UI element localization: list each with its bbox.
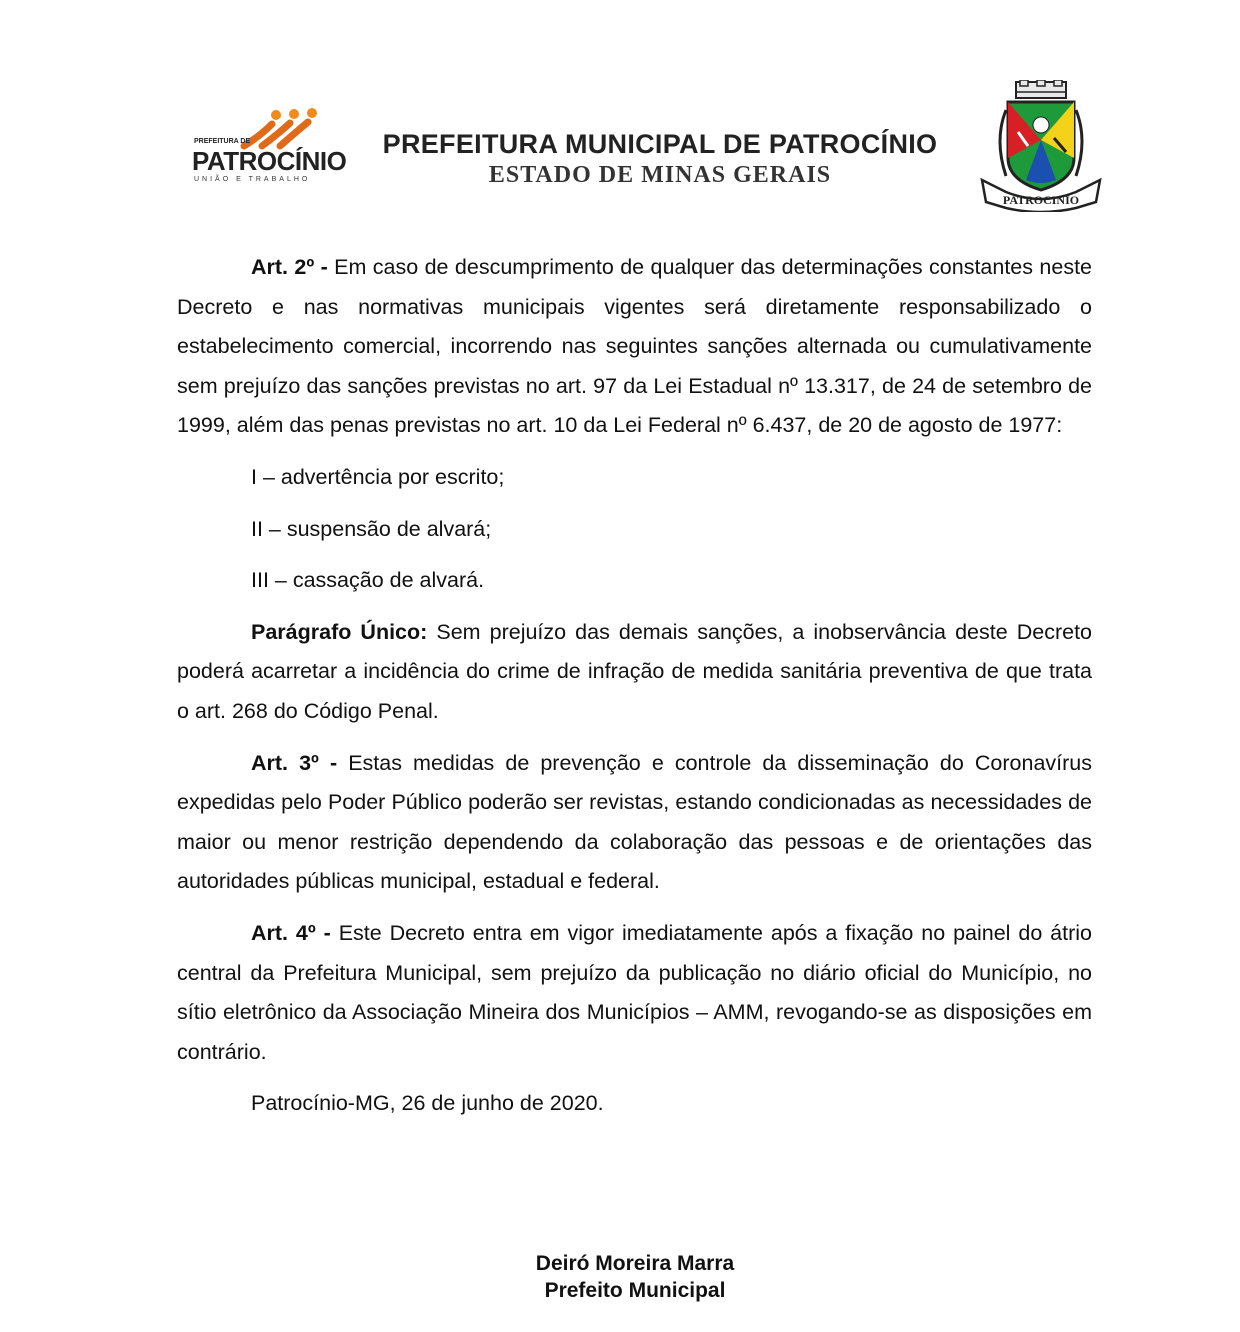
article-3-text: Estas medidas de prevenção e controle da disseminação do Coronavírus expedidas pelo Poder Público poderão ser revistas, estando condicionadas as necessidades de maior ou menor restrição dependendo da colaboração das pessoas e de orientações das autoridades públicas municipal, estadual e federal. (177, 750, 1092, 894)
paragrafo-unico (177, 613, 1092, 732)
coat-of-arms-icon (976, 80, 1106, 212)
paragrafo-unico-text: Sem prejuízo das demais sanções, a inobservância deste Decreto poderá acarretar a incidência do crime de infração de medida sanitária preventiva de que trata o art. 268 do Código Penal. (177, 619, 1092, 723)
article-2-label: Art. 2º - (251, 255, 328, 279)
article-2-text: Em caso de descumprimento de qualquer das determinações constantes neste Decreto e nas normativas municipais vigentes será diretamente responsabilizado o estabelecimento comercial, incorrendo nas seguintes sanções alternada ou cumulativamente sem prejuízo das sanções previstas no art. 97 da Lei Estadual nº 13.317, de 24 de setembro de 1999, além das penas previstas no art. 10 da Lei Federal nº 6.437, de 20 de agosto de 1977: (177, 255, 1092, 438)
signatory-name: Deiró Moreira Marra (535, 1252, 735, 1275)
header-title: PREFEITURA MUNICIPAL DE PATROCÍNIO (382, 129, 938, 159)
header-title-block (355, 128, 965, 190)
signature-block (0, 1250, 1240, 1304)
article-2 (177, 248, 1092, 446)
article-4 (177, 914, 1092, 1072)
sanction-item-1: I – advertência por escrito; (251, 464, 505, 489)
logo-tagline: UNIÃO E TRABALHO (194, 176, 311, 183)
article-3-label: Art. 3º - (251, 750, 338, 775)
sanction-item-3: III – cassação de alvará. (251, 568, 485, 593)
crest-banner-text: PATROCINIO (1002, 193, 1080, 207)
signatory-role: Prefeito Municipal (544, 1279, 726, 1302)
document-body (177, 248, 1092, 1124)
people-logo-icon (238, 108, 328, 150)
logo-brand-text: PATROCÍNIO (192, 146, 347, 176)
paragrafo-unico-label: Parágrafo Único: (251, 619, 428, 644)
coat-of-arms (976, 80, 1106, 212)
sanction-item-2: II – suspensão de alvará; (251, 516, 492, 541)
logo-small-text: PREFEITURA DE (194, 138, 251, 145)
header-subtitle: ESTADO DE MINAS GERAIS (488, 162, 832, 188)
date-line: Patrocínio-MG, 26 de junho de 2020. (251, 1091, 604, 1116)
prefeitura-patrocinio-logo (190, 108, 347, 190)
article-4-label: Art. 4º - (251, 920, 331, 945)
article-3 (177, 744, 1092, 902)
article-4-text: Este Decreto entra em vigor imediatamente após a fixação no painel do átrio central da Prefeitura Municipal, sem prejuízo da publicação no diário oficial do Município, no sítio eletrônico da Associação Mineira dos Municípios – AMM, revogando-se as disposições em contrário. (177, 920, 1092, 1064)
document-header (0, 0, 1240, 230)
